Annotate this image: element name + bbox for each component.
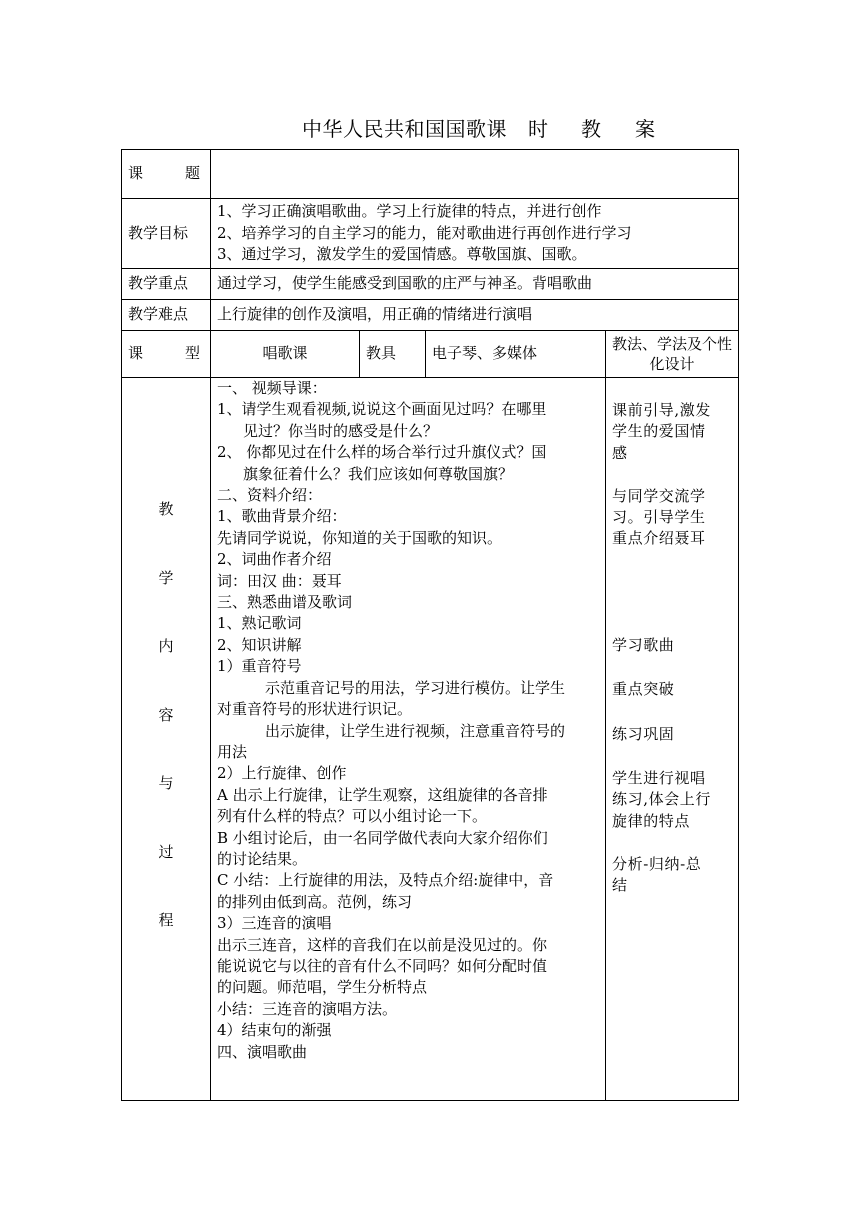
title-shi: 时 bbox=[528, 117, 549, 141]
process-row bbox=[122, 378, 739, 1101]
difficulty-label: 教学难点 bbox=[122, 300, 211, 331]
content-line: 1）重音符号 bbox=[217, 657, 302, 676]
note-line: 重点突破 bbox=[612, 680, 675, 699]
tools-label: 教具 bbox=[360, 331, 426, 378]
note-line: 学生的爱国情 bbox=[612, 422, 706, 441]
content-line: 示范重音记号的用法，学习进行模仿。让学生 bbox=[265, 678, 566, 697]
content-line: B 小组讨论后，由一名同学做代表向大家介绍你们 bbox=[217, 828, 548, 847]
content-line: 4）结束句的渐强 bbox=[217, 1021, 332, 1040]
goal-item: 1、学习正确演唱歌曲。学习上行旋律的特点，并进行创作 bbox=[217, 202, 602, 221]
focus-value: 通过学习，使学生能感受到国歌的庄严与神圣。背唱歌曲 bbox=[211, 269, 739, 300]
title-main: 中华人民共和国国歌课 bbox=[302, 117, 507, 141]
content-line: 四、演唱歌曲 bbox=[217, 1042, 308, 1061]
content-line: 对重音符号的形状进行识记。 bbox=[217, 700, 413, 719]
content-line: 1、熟记歌词 bbox=[217, 614, 302, 633]
content-line: 小结：三连音的演唱方法。 bbox=[217, 999, 398, 1018]
content-line: 2、 你都见过在什么样的场合举行过升旗仪式？国 bbox=[217, 443, 547, 462]
goal-item: 3、通过学习，激发学生的爱国情感。尊敬国旗、国歌。 bbox=[217, 245, 587, 264]
note-line: 课前引导,激发 bbox=[612, 401, 711, 419]
content-line: 2）上行旋律、创作 bbox=[217, 764, 347, 783]
note-line: 练习巩固 bbox=[612, 724, 675, 743]
content-line: C 小结：上行旋律的用法，及特点介绍:旋律中，音 bbox=[217, 871, 554, 890]
goals-label: 教学目标 bbox=[122, 199, 211, 269]
note-line: 习。引导学生 bbox=[612, 508, 706, 527]
focus-label: 教学重点 bbox=[122, 269, 211, 300]
note-line: 学生进行视唱 bbox=[612, 769, 706, 788]
content-line: 3）三连音的演唱 bbox=[217, 914, 332, 933]
content-line: 1、请学生观看视频,说说这个画面见过吗？在哪里 bbox=[217, 400, 547, 419]
goals-row bbox=[122, 199, 739, 269]
topic-label: 课 题 bbox=[122, 150, 211, 199]
content-line: 能说说它与以往的音有什么不同吗？如何分配时值 bbox=[217, 956, 548, 975]
content-line: 2、知识讲解 bbox=[217, 635, 302, 654]
process-side-label: 教 学 内 容 与 过 程 bbox=[122, 378, 211, 1101]
focus-row bbox=[122, 269, 739, 300]
goals-value bbox=[211, 199, 739, 269]
content-line: 一、 视频导课： bbox=[217, 379, 327, 397]
title-an: 案 bbox=[635, 117, 656, 141]
note-line: 感 bbox=[612, 443, 628, 462]
note-line: 结 bbox=[612, 876, 628, 895]
content-line: 用法 bbox=[217, 742, 248, 761]
content-line: 出示三连音，这样的音我们在以前是没见过的。你 bbox=[217, 935, 548, 954]
content-line: 的排列由低到高。范例，练习 bbox=[217, 892, 413, 911]
topic-row bbox=[122, 150, 739, 199]
note-line: 旋律的特点 bbox=[612, 811, 691, 830]
type-value: 唱歌课 bbox=[211, 331, 360, 378]
content-line: A 出示上行旋律，让学生观察，这组旋律的各音排 bbox=[217, 785, 548, 804]
lesson-plan-table bbox=[121, 149, 739, 1101]
content-line: 列有什么样的特点？可以小组讨论一下。 bbox=[217, 807, 488, 826]
type-row bbox=[122, 331, 739, 378]
content-line: 见过？你当时的感受是什么？ bbox=[243, 421, 439, 440]
note-line: 与同学交流学 bbox=[612, 486, 706, 505]
content-line: 的问题。师范唱，学生分析特点 bbox=[217, 978, 428, 997]
note-line: 分析-归纳-总 bbox=[612, 854, 702, 873]
content-line: 先请同学说说，你知道的关于国歌的知识。 bbox=[217, 528, 503, 547]
content-line: 三、熟悉曲谱及歌词 bbox=[217, 593, 353, 612]
process-content bbox=[211, 378, 606, 1101]
note-line: 重点介绍聂耳 bbox=[612, 529, 706, 548]
process-notes bbox=[606, 378, 739, 1101]
content-line: 旗象征着什么？我们应该如何尊敬国旗？ bbox=[243, 464, 514, 483]
goal-item: 2、培养学习的自主学习的能力，能对歌曲进行再创作进行学习 bbox=[217, 223, 632, 242]
content-line: 出示旋律，让学生进行视频，注意重音符号的 bbox=[265, 721, 566, 740]
topic-value bbox=[211, 150, 739, 199]
difficulty-value: 上行旋律的创作及演唱，用正确的情绪进行演唱 bbox=[211, 300, 739, 331]
tools-value: 电子琴、多媒体 bbox=[426, 331, 606, 378]
note-line: 学习歌曲 bbox=[612, 635, 675, 654]
content-line: 1、歌曲背景介绍： bbox=[217, 507, 347, 526]
note-line: 练习,体会上行 bbox=[612, 790, 711, 809]
difficulty-row bbox=[122, 300, 739, 331]
method-header: 教法、学法及个性化设计 bbox=[606, 331, 739, 378]
content-line: 二、资料介绍： bbox=[217, 486, 323, 505]
type-label: 课 型 bbox=[122, 331, 211, 378]
content-line: 词：田汉 曲：聂耳 bbox=[217, 571, 342, 590]
title-jiao: 教 bbox=[581, 117, 602, 141]
content-line: 2、词曲作者介绍 bbox=[217, 550, 332, 569]
content-line: 的讨论结果。 bbox=[217, 849, 308, 868]
